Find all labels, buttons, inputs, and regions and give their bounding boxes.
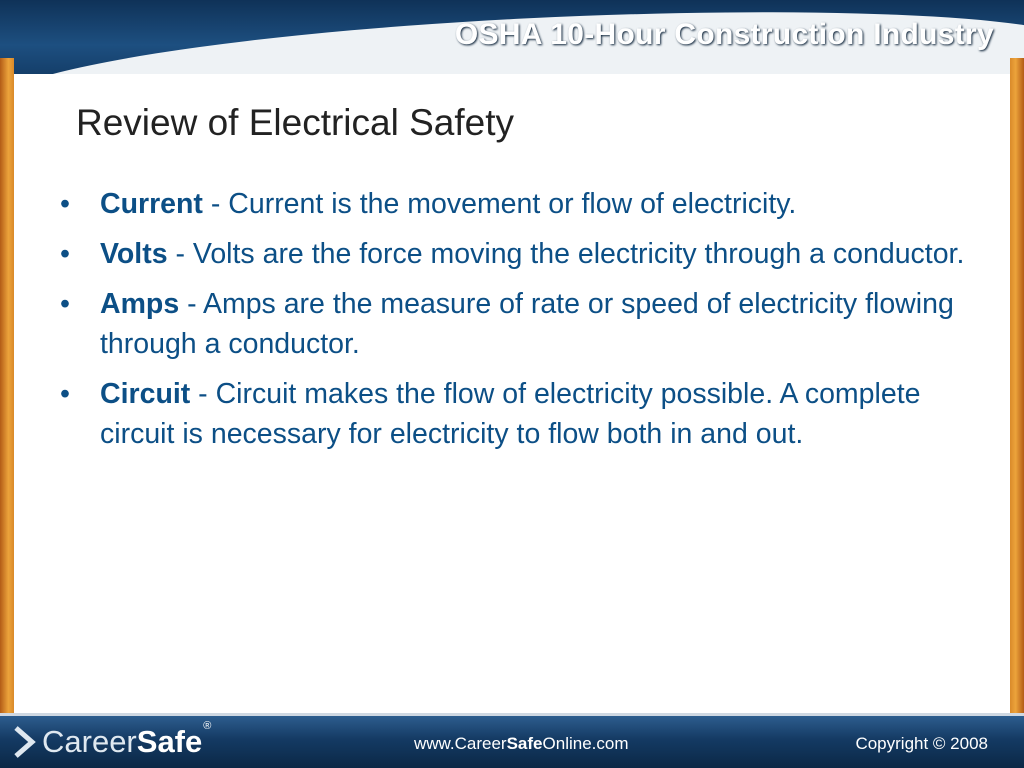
bullet-text: - Current is the movement or flow of electricity. xyxy=(202,188,797,220)
bullet-text: - Amps are the measure of rate or speed of electricity flowing through a conductor. xyxy=(100,288,954,360)
logo-wordmark xyxy=(42,724,202,760)
bullet-dot-icon: • xyxy=(60,378,70,410)
footer-bar xyxy=(0,713,1024,768)
bullet-term: Amps xyxy=(100,288,180,320)
bullet-term: Volts xyxy=(100,238,168,270)
registered-mark: ® xyxy=(203,720,212,732)
logo-safe: Safe xyxy=(136,724,203,759)
slide-content xyxy=(14,74,1010,713)
logo-career: Career xyxy=(42,724,137,759)
header-banner xyxy=(0,0,1024,82)
bullet-item-circuit xyxy=(60,374,970,454)
copyright-text: Copyright © 2008 xyxy=(855,734,988,753)
url-suffix: Online.com xyxy=(542,734,629,753)
bullet-dot-icon: • xyxy=(60,238,70,270)
right-border xyxy=(1010,58,1024,713)
website-url xyxy=(414,734,629,754)
careersafe-logo xyxy=(10,720,212,760)
bullet-text: - Circuit makes the flow of electricity possible. A complete circuit is necessary for electricity to flow both in and out. xyxy=(100,378,921,450)
course-title: OSHA 10-Hour Construction Industry xyxy=(454,18,994,51)
bullet-item-amps xyxy=(60,284,970,364)
bullet-item-current xyxy=(60,184,970,224)
bullet-dot-icon: • xyxy=(60,188,70,220)
slide-title: Review of Electrical Safety xyxy=(76,102,515,143)
chevron-right-icon xyxy=(10,725,38,759)
bullet-term: Circuit xyxy=(100,378,191,410)
url-bold: Safe xyxy=(506,734,543,753)
bullet-item-volts xyxy=(60,234,970,274)
bullet-text: - Volts are the force moving the electricity through a conductor. xyxy=(167,238,965,270)
left-border xyxy=(0,58,14,713)
bullet-term: Current xyxy=(100,188,203,220)
url-prefix: www.Career xyxy=(414,734,507,753)
bullet-dot-icon: • xyxy=(60,288,70,320)
bullet-list xyxy=(60,184,970,464)
